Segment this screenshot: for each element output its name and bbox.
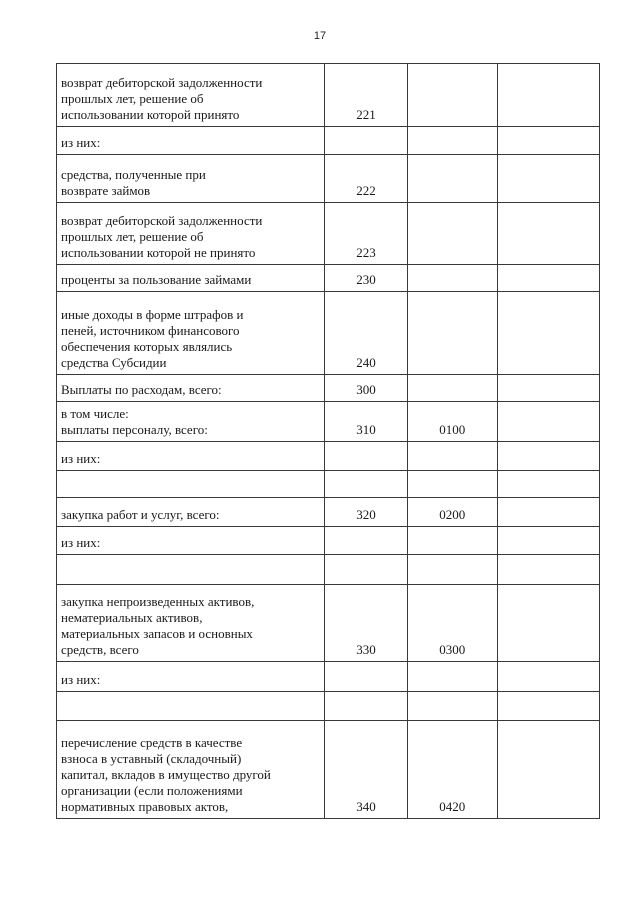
row-name-cell: [57, 527, 325, 555]
row-code-text: 240: [356, 355, 376, 370]
table-row: [57, 442, 600, 471]
row-kbk-text: 0100: [439, 422, 466, 437]
row-name-cell: [57, 692, 325, 721]
row-code-text: 221: [356, 107, 376, 122]
row-amount-cell: [497, 585, 599, 662]
row-name-text: Выплаты по расходам, всего:: [61, 382, 222, 397]
row-code-cell: [325, 662, 407, 692]
row-kbk-cell: [407, 64, 497, 127]
row-amount-cell: [497, 498, 599, 527]
row-name-text: из них:: [61, 672, 101, 687]
row-code-text: 340: [356, 799, 376, 814]
row-amount-cell: [497, 527, 599, 555]
row-amount-cell: [497, 692, 599, 721]
row-code-cell: [325, 692, 407, 721]
row-amount-cell: [497, 155, 599, 203]
table-row: [57, 662, 600, 692]
row-name-cell: [57, 155, 325, 203]
row-kbk-cell: [407, 127, 497, 155]
table-row: [57, 585, 600, 662]
table-row: [57, 155, 600, 203]
row-name-text: перечисление средств в качестве взноса в уставный (складочный) капитал, вкладов в имущество другой организации (если положениями нормативных правовых актов,: [61, 735, 271, 814]
row-name-text: закупка непроизведенных активов, нематериальных активов, материальных запасов и основных средств, всего: [61, 594, 255, 657]
row-code-cell: [325, 555, 407, 585]
row-name-text: из них:: [61, 451, 101, 466]
row-code-cell: [325, 203, 407, 265]
row-kbk-cell: [407, 402, 497, 442]
row-kbk-text: 0200: [439, 507, 466, 522]
row-name-cell: [57, 375, 325, 402]
row-name-cell: [57, 471, 325, 498]
row-code-cell: [325, 471, 407, 498]
row-kbk-cell: [407, 527, 497, 555]
row-code-cell: [325, 265, 407, 292]
table-row: [57, 127, 600, 155]
row-name-text: иные доходы в форме штрафов и пеней, источником финансового обеспечения которых являлись средства Субсидии: [61, 307, 244, 370]
row-code-cell: [325, 64, 407, 127]
row-name-cell: [57, 585, 325, 662]
row-code-cell: [325, 721, 407, 819]
table-row: [57, 721, 600, 819]
row-name-cell: [57, 265, 325, 292]
row-name-cell: [57, 292, 325, 375]
table-row: [57, 555, 600, 585]
row-name-text: проценты за пользование займами: [61, 272, 252, 287]
row-amount-cell: [497, 442, 599, 471]
table-row: [57, 402, 600, 442]
table-row: [57, 498, 600, 527]
row-code-cell: [325, 402, 407, 442]
row-name-cell: [57, 203, 325, 265]
row-code-text: 222: [356, 183, 376, 198]
table-row: [57, 527, 600, 555]
row-kbk-cell: [407, 442, 497, 471]
row-kbk-text: 0300: [439, 642, 466, 657]
report-table: [56, 63, 600, 819]
table-row: [57, 64, 600, 127]
row-name-text: закупка работ и услуг, всего:: [61, 507, 220, 522]
row-kbk-cell: [407, 498, 497, 527]
row-kbk-cell: [407, 692, 497, 721]
row-code-text: 310: [356, 422, 376, 437]
row-amount-cell: [497, 555, 599, 585]
table-row: [57, 471, 600, 498]
row-code-cell: [325, 498, 407, 527]
row-kbk-cell: [407, 155, 497, 203]
row-name-text: из них:: [61, 535, 101, 550]
row-name-text: из них:: [61, 135, 101, 150]
row-code-cell: [325, 527, 407, 555]
table-row: [57, 692, 600, 721]
row-kbk-cell: [407, 265, 497, 292]
row-kbk-text: 0420: [439, 799, 466, 814]
table-row: [57, 375, 600, 402]
row-kbk-cell: [407, 721, 497, 819]
row-kbk-cell: [407, 375, 497, 402]
row-name-cell: [57, 64, 325, 127]
row-code-cell: [325, 442, 407, 471]
row-code-text: 300: [356, 382, 376, 397]
row-amount-cell: [497, 127, 599, 155]
row-kbk-cell: [407, 662, 497, 692]
row-code-cell: [325, 155, 407, 203]
row-amount-cell: [497, 662, 599, 692]
row-name-cell: [57, 442, 325, 471]
row-amount-cell: [497, 292, 599, 375]
row-kbk-cell: [407, 471, 497, 498]
row-name-text: в том числе: выплаты персоналу, всего:: [61, 406, 208, 437]
row-name-text: средства, полученные при возврате займов: [61, 167, 206, 198]
row-name-cell: [57, 498, 325, 527]
row-amount-cell: [497, 375, 599, 402]
row-amount-cell: [497, 203, 599, 265]
row-amount-cell: [497, 265, 599, 292]
row-amount-cell: [497, 471, 599, 498]
row-amount-cell: [497, 64, 599, 127]
row-kbk-cell: [407, 203, 497, 265]
row-name-text: возврат дебиторской задолженности прошлых лет, решение об использовании которой не принято: [61, 213, 263, 260]
row-name-text: возврат дебиторской задолженности прошлых лет, решение об использовании которой принято: [61, 75, 263, 122]
report-table-body: [57, 64, 600, 819]
row-amount-cell: [497, 402, 599, 442]
row-amount-cell: [497, 721, 599, 819]
row-code-text: 230: [356, 272, 376, 287]
row-name-cell: [57, 555, 325, 585]
row-code-cell: [325, 585, 407, 662]
row-code-text: 223: [356, 245, 376, 260]
row-name-cell: [57, 127, 325, 155]
row-kbk-cell: [407, 585, 497, 662]
row-name-cell: [57, 662, 325, 692]
row-code-text: 330: [356, 642, 376, 657]
row-kbk-cell: [407, 292, 497, 375]
table-row: [57, 292, 600, 375]
row-code-cell: [325, 292, 407, 375]
row-code-cell: [325, 375, 407, 402]
row-code-cell: [325, 127, 407, 155]
page-number: 17: [313, 30, 327, 42]
table-row: [57, 203, 600, 265]
table-row: [57, 265, 600, 292]
row-kbk-cell: [407, 555, 497, 585]
row-code-text: 320: [356, 507, 376, 522]
row-name-cell: [57, 721, 325, 819]
row-name-cell: [57, 402, 325, 442]
